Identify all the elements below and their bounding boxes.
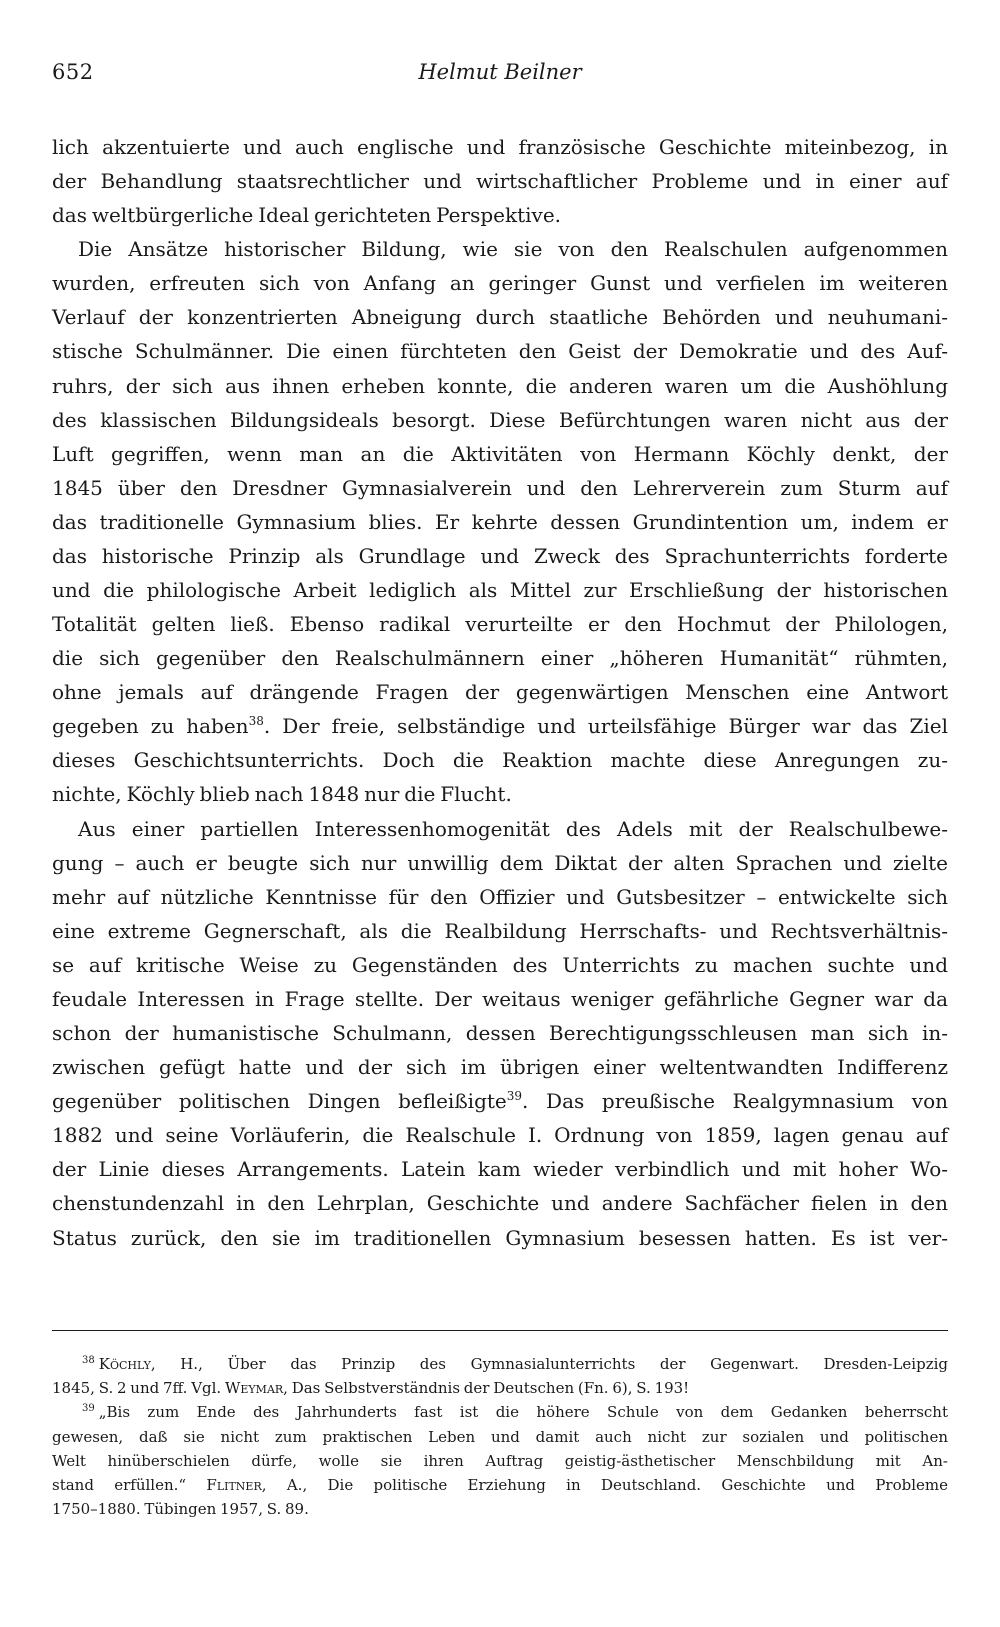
footnote-reference-38[interactable]: 38 [248,714,264,729]
body-line: Die Ansätze historischer Bildung, wie sie von den Realschulen aufgenommen [78,237,948,262]
body-line: ruhrs, der sich aus ihnen erheben konnte, die anderen waren um die Aushöhlung [52,373,948,398]
footnote-38-line [52,1352,948,1376]
body-line: das weltbürgerliche Ideal gerichteten Perspektive. [52,203,562,228]
footnote-39-line: Welt hinüberschielen dürfe, wolle sie ihren Auftrag geistig-ästhetischer Menschbildung mit An- [52,1451,948,1470]
body-line: schon der humanistische Schulmann, dessen Berechtigungsschleusen man sich in- [52,1021,948,1046]
body-line-segment: . Das preußische Realgymnasium von [522,1089,949,1114]
page-header [52,60,948,90]
page-number: 652 [52,60,94,84]
footnote-39-line [52,1473,948,1497]
body-line-segment: . Der freie, selbständige und urteilsfähige Bürger war das Ziel [263,714,948,739]
body-line: dieses Geschichtsunterrichts. Doch die Reaktion machte diese Anregungen zu- [52,748,948,773]
body-line: 1882 und seine Vorläuferin, die Realschule I. Ordnung von 1859, lagen genau auf [52,1123,948,1148]
footnote-39-line: gewesen, daß sie nicht zum praktischen Leben und damit auch nicht zur sozialen und politischen [52,1427,948,1446]
body-line: gung – auch er beugte sich nur unwillig dem Diktat der alten Sprachen und zielte [52,850,948,875]
body-line [52,709,948,743]
body-line: das traditionelle Gymnasium blies. Er kehrte dessen Grundintention um, indem er [52,509,948,534]
footnote-mark-38: 38 [82,1355,95,1366]
footnote-author: Weymar [224,1379,284,1398]
footnote-text: , H., Über das Prinzip des Gymnasialunterrichts der Gegenwart. Dresden-Leipzig [150,1355,948,1373]
footnote-divider [52,1330,948,1331]
body-line: das historische Prinzip als Grundlage und Zweck des Sprachunterrichts forderte [52,543,948,568]
body-line: lich akzentuierte und auch englische und französische Geschichte miteinbezog, in [52,135,948,159]
footnote-38-line [52,1376,948,1400]
body-line: Status zurück, den sie im traditionellen Gymnasium besessen hatten. Es ist ver- [52,1225,948,1250]
footnote-text: , Das Selbstverständnis der Deutschen (Fn. 6), S. 193! [283,1379,690,1398]
body-line: chenstundenzahl in den Lehrplan, Geschichte und andere Sachfächer fielen in den [52,1191,948,1216]
footnote-author: Köchly [98,1355,151,1373]
body-line: des klassischen Bildungsideals besorgt. Diese Befürchtungen waren nicht aus der [52,407,948,432]
footnote-mark-39: 39 [82,1403,95,1415]
body-line: nichte, Köchly blieb nach 1848 nur die Flucht. [52,782,512,807]
body-line: die sich gegenüber den Realschulmännern einer „höheren Humanität“ rühmten, [52,646,948,671]
footnotes [52,1352,948,1521]
body-line: Verlauf der konzentrierten Abneigung durch staatliche Behörden und neuhumani- [52,305,948,330]
footnote-text: , A., Die politische Erziehung in Deutschland. Geschichte und Probleme [261,1475,948,1494]
footnote-39-line: 1750–1880. Tübingen 1957, S. 89. [52,1500,309,1519]
body-line: und die philologische Arbeit lediglich als Mittel zur Erschließung der historischen [52,578,948,603]
body-line: der Linie dieses Arrangements. Latein kam wieder verbindlich und mit hoher Wo- [52,1157,948,1182]
body-line: wurden, erfreuten sich von Anfang an geringer Gunst und verfielen im weiteren [52,271,948,296]
body-line: eine extreme Gegnerschaft, als die Realbildung Herrschafts- und Rechtsverhältnis- [52,918,948,943]
body-line: se auf kritische Weise zu Gegenständen des Unterrichts zu machen suchte und [52,952,948,977]
footnote-reference-39[interactable]: 39 [506,1089,523,1104]
body-line: feudale Interessen in Frage stellte. Der weitaus weniger gefährliche Gegner war da [52,986,948,1011]
body-line-segment: gegenüber politischen Dingen befleißigte [52,1089,507,1114]
running-head-author: Helmut Beilner [418,60,582,84]
footnote-text: stand erfüllen.“ [52,1475,207,1494]
body-line: mehr auf nützliche Kenntnisse für den Offizier und Gutsbesitzer – entwickelte sich [52,884,948,909]
body-line-segment: gegeben zu haben [52,714,249,739]
body-line: Luft gegriffen, wenn man an die Aktivitäten von Hermann Köchly denkt, der [52,441,948,466]
body-line: ohne jemals auf drängende Fragen der gegenwärtigen Menschen eine Antwort [52,680,948,705]
footnote-text: 1845, S. 2 und 7ff. Vgl. [52,1379,225,1398]
body-text [52,130,948,1255]
footnote-author: Flitner [206,1475,262,1494]
body-line [52,1084,948,1118]
body-line: der Behandlung staatsrechtlicher und wirtschaftlicher Probleme und in einer auf [52,169,948,194]
footnote-text: „Bis zum Ende des Jahrhunderts fast ist die höhere Schule von dem Gedanken beherrscht [98,1403,948,1422]
body-line: Aus einer partiellen Interessenhomogenität des Adels mit der Realschulbewe- [78,816,948,841]
body-line: 1845 über den Dresdner Gymnasialverein und den Lehrerverein zum Sturm auf [52,475,948,500]
body-line: zwischen gefügt hatte und der sich im übrigen einer weltentwandten Indifferenz [52,1055,948,1080]
footnote-39-line [52,1400,948,1424]
body-line: Totalität gelten ließ. Ebenso radikal verurteilte er den Hochmut der Philologen, [52,612,948,637]
body-line: stische Schulmänner. Die einen fürchteten den Geist der Demokratie und des Auf- [52,339,948,364]
